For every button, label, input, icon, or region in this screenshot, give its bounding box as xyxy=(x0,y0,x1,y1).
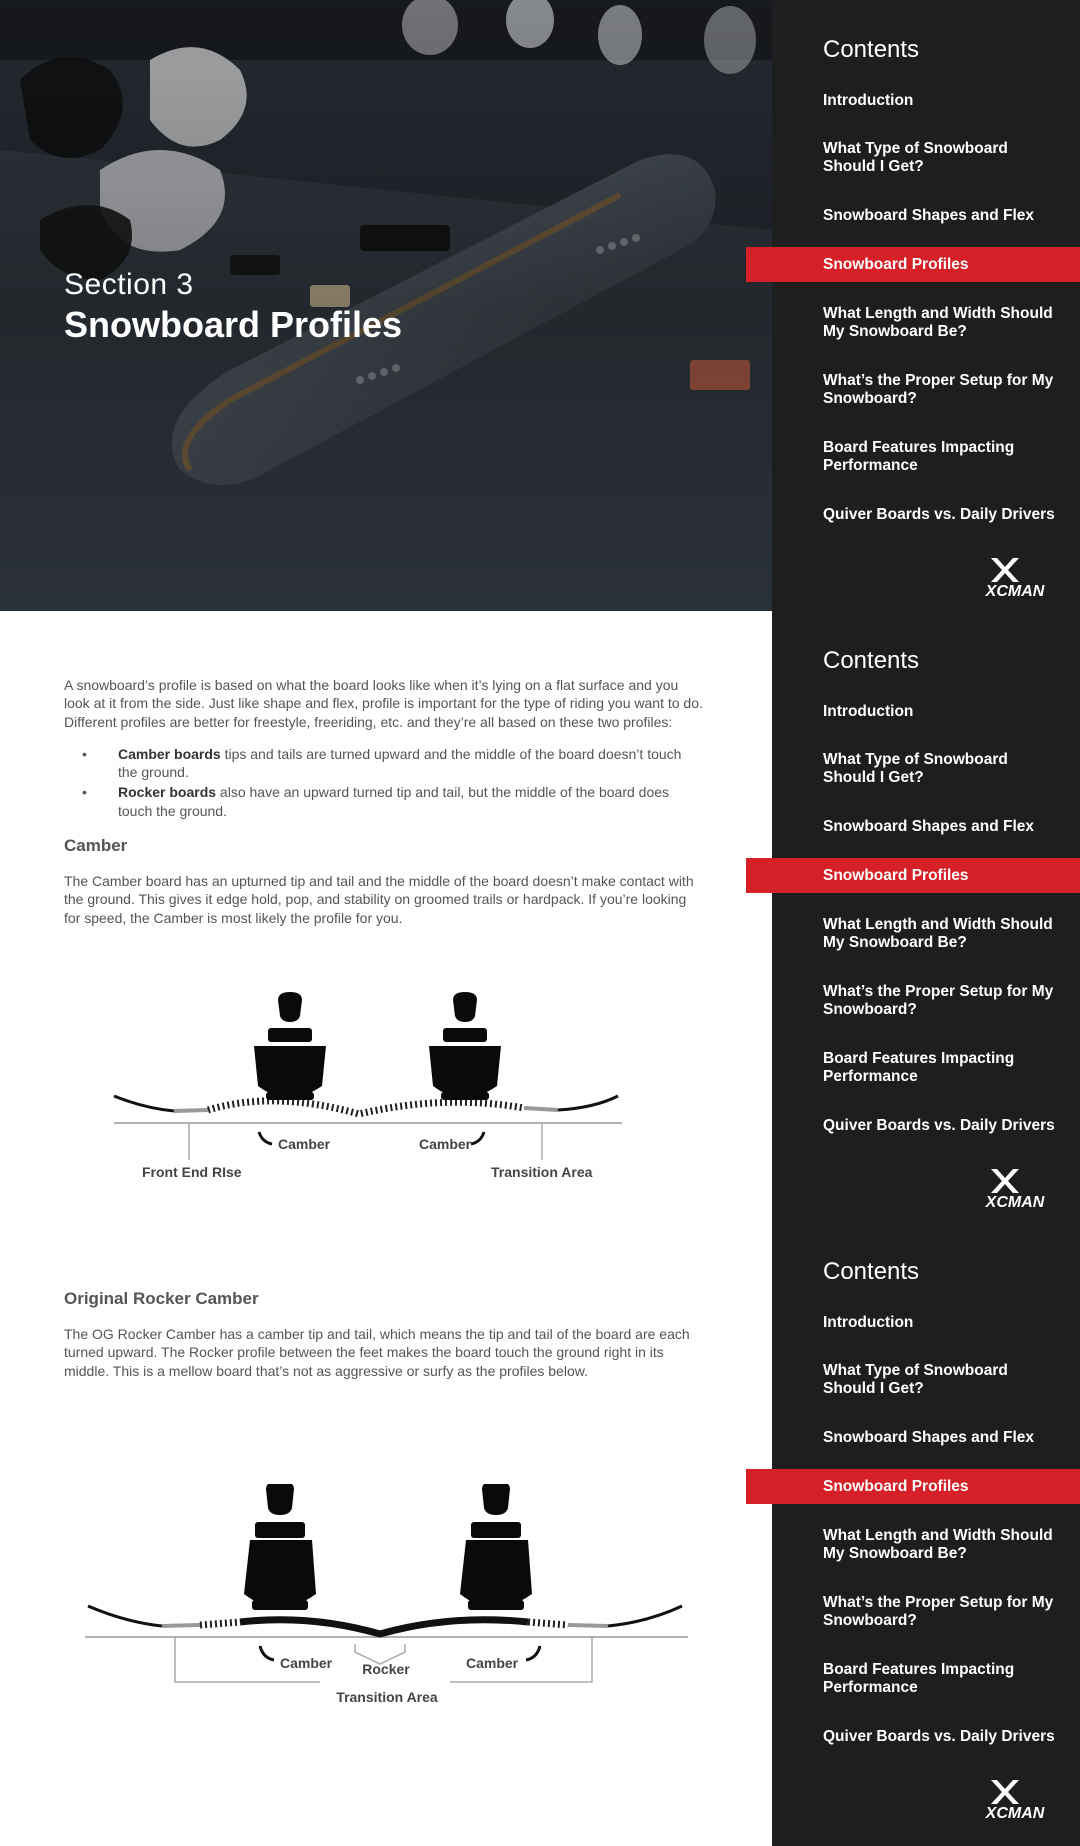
rocker-arc xyxy=(240,1620,528,1634)
section-label: Section 3 xyxy=(64,268,194,301)
transition-area-right xyxy=(568,1625,608,1626)
contents-item-setup[interactable]: What’s the Proper Setup for My Snowboard? xyxy=(823,1594,1054,1629)
contents-sidebar xyxy=(772,0,1080,611)
camber-left-bracket xyxy=(260,1646,274,1660)
bullet-dot: • xyxy=(82,745,87,762)
contents-item-profiles[interactable]: Snowboard Profiles xyxy=(823,1478,969,1495)
rocker-heading: Original Rocker Camber xyxy=(64,1289,259,1308)
contents-item-features[interactable]: Board Features Impacting Performance xyxy=(823,439,1015,474)
contents-item-profiles[interactable]: Snowboard Profiles xyxy=(823,867,969,884)
bullet-text: also have an upward turned tip and tail, but the middle of the board does touch the ground. xyxy=(118,784,670,819)
camber-arc-left xyxy=(200,1622,240,1625)
list-item xyxy=(64,783,704,820)
camber-arc xyxy=(208,1101,524,1114)
camber-diagram xyxy=(104,990,644,1190)
camber-arc-right xyxy=(528,1622,568,1625)
board-tip xyxy=(114,1096,174,1111)
contents-item-shapes-flex[interactable]: Snowboard Shapes and Flex xyxy=(823,207,1035,224)
bullet-term: Camber boards xyxy=(118,745,221,762)
list-item xyxy=(64,745,704,782)
camber-heading: Camber xyxy=(64,836,128,856)
binding-left-icon xyxy=(254,992,326,1100)
contents-item-introduction[interactable]: Introduction xyxy=(823,703,914,720)
contents-item-quiver[interactable]: Quiver Boards vs. Daily Drivers xyxy=(823,1117,1055,1134)
transition-area-label: Transition Area xyxy=(336,1689,438,1705)
binding-right-icon xyxy=(429,992,501,1100)
rocker-section xyxy=(64,1289,704,1380)
contents-heading: Contents xyxy=(823,36,920,63)
xcman-logo-text: XCMAN xyxy=(985,1194,1045,1209)
contents-item-features[interactable]: Board Features Impacting Performance xyxy=(823,1661,1015,1696)
camber-left-bracket xyxy=(259,1132,272,1144)
xcman-logo-text: XCMAN xyxy=(985,583,1045,598)
rocker-camber-diagram xyxy=(80,1484,700,1710)
camber-right-label: Camber xyxy=(466,1655,519,1671)
board-tail xyxy=(608,1606,682,1626)
contents-sidebar xyxy=(772,611,1080,1222)
contents-item-type[interactable]: What Type of Snowboard Should I Get? xyxy=(823,1362,1008,1397)
contents-item-features[interactable]: Board Features Impacting Performance xyxy=(823,1050,1015,1085)
contents-item-setup[interactable]: What’s the Proper Setup for My Snowboard? xyxy=(823,372,1054,407)
xcman-logo xyxy=(975,556,1055,598)
xcman-logo xyxy=(975,1778,1055,1820)
page-title: Snowboard Profiles xyxy=(64,304,403,345)
contents-item-shapes-flex[interactable]: Snowboard Shapes and Flex xyxy=(823,818,1035,835)
camber-right-bracket xyxy=(471,1132,484,1144)
binding-right-icon xyxy=(460,1484,532,1610)
contents-item-length-width[interactable]: What Length and Width Should My Snowboard Be? xyxy=(823,916,1053,951)
contents-heading: Contents xyxy=(823,1258,920,1285)
contents-item-shapes-flex[interactable]: Snowboard Shapes and Flex xyxy=(823,1429,1035,1446)
contents-item-type[interactable]: What Type of Snowboard Should I Get? xyxy=(823,140,1008,175)
contents-item-length-width[interactable]: What Length and Width Should My Snowboard Be? xyxy=(823,1527,1053,1562)
rocker-paragraph: The OG Rocker Camber has a camber tip and tail, which means the tip and tail of the board are each turned upward. The Rocker profile between the feet makes the board touch the ground right in its middle. This is a mellow board that’s not as aggressive or surfy as the profiles below. xyxy=(64,1326,690,1379)
hero-banner xyxy=(0,0,772,611)
contents-item-profiles[interactable]: Snowboard Profiles xyxy=(823,256,969,273)
intro-section xyxy=(64,676,704,927)
contents-item-type[interactable]: What Type of Snowboard Should I Get? xyxy=(823,751,1008,786)
bullet-text: tips and tails are turned upward and the middle of the board doesn’t touch the ground. xyxy=(118,745,682,781)
transition-area-left xyxy=(174,1110,208,1111)
contents-item-length-width[interactable]: What Length and Width Should My Snowboard Be? xyxy=(823,305,1053,340)
binding-left-icon xyxy=(244,1484,316,1610)
board-tip xyxy=(88,1606,162,1626)
profile-bullet-list xyxy=(64,745,704,820)
xcman-logo xyxy=(975,1167,1055,1209)
contents-sidebar xyxy=(772,1222,1080,1846)
bullet-term: Rocker boards xyxy=(118,784,217,801)
contents-item-quiver[interactable]: Quiver Boards vs. Daily Drivers xyxy=(823,506,1055,523)
contents-item-introduction[interactable]: Introduction xyxy=(823,92,914,109)
transition-area-label: Transition Area xyxy=(491,1164,593,1180)
bullet-dot: • xyxy=(82,784,87,801)
camber-right-label: Camber xyxy=(419,1136,472,1152)
contents-item-setup[interactable]: What’s the Proper Setup for My Snowboard? xyxy=(823,983,1054,1018)
intro-paragraph: A snowboard’s profile is based on what the board looks like when it’s lying on a flat surface and you look at it from the side. Just like shape and flex, profile is important for the type of riding you want to do. Different profiles are better for freestyle, freeriding, etc. and they’re all based on these two profiles: xyxy=(64,677,703,730)
transition-area-right xyxy=(524,1108,558,1110)
camber-right-bracket xyxy=(526,1646,540,1660)
contents-item-quiver[interactable]: Quiver Boards vs. Daily Drivers xyxy=(823,1728,1055,1745)
camber-left-label: Camber xyxy=(280,1655,333,1671)
contents-heading: Contents xyxy=(823,647,920,674)
camber-left-label: Camber xyxy=(278,1136,331,1152)
contents-item-introduction[interactable]: Introduction xyxy=(823,1314,914,1331)
rocker-label: Rocker xyxy=(362,1661,410,1677)
board-tail xyxy=(558,1096,618,1110)
front-end-rise-label: Front End RIse xyxy=(142,1164,242,1180)
transition-area-left xyxy=(162,1625,200,1626)
camber-paragraph: The Camber board has an upturned tip and tail and the middle of the board doesn’t make contact with the ground. This gives it edge hold, pop, and stability on groomed trails or hardpack. If you’re looking for speed, the Camber is most likely the profile for you. xyxy=(64,873,694,926)
xcman-logo-text: XCMAN xyxy=(985,1805,1045,1820)
